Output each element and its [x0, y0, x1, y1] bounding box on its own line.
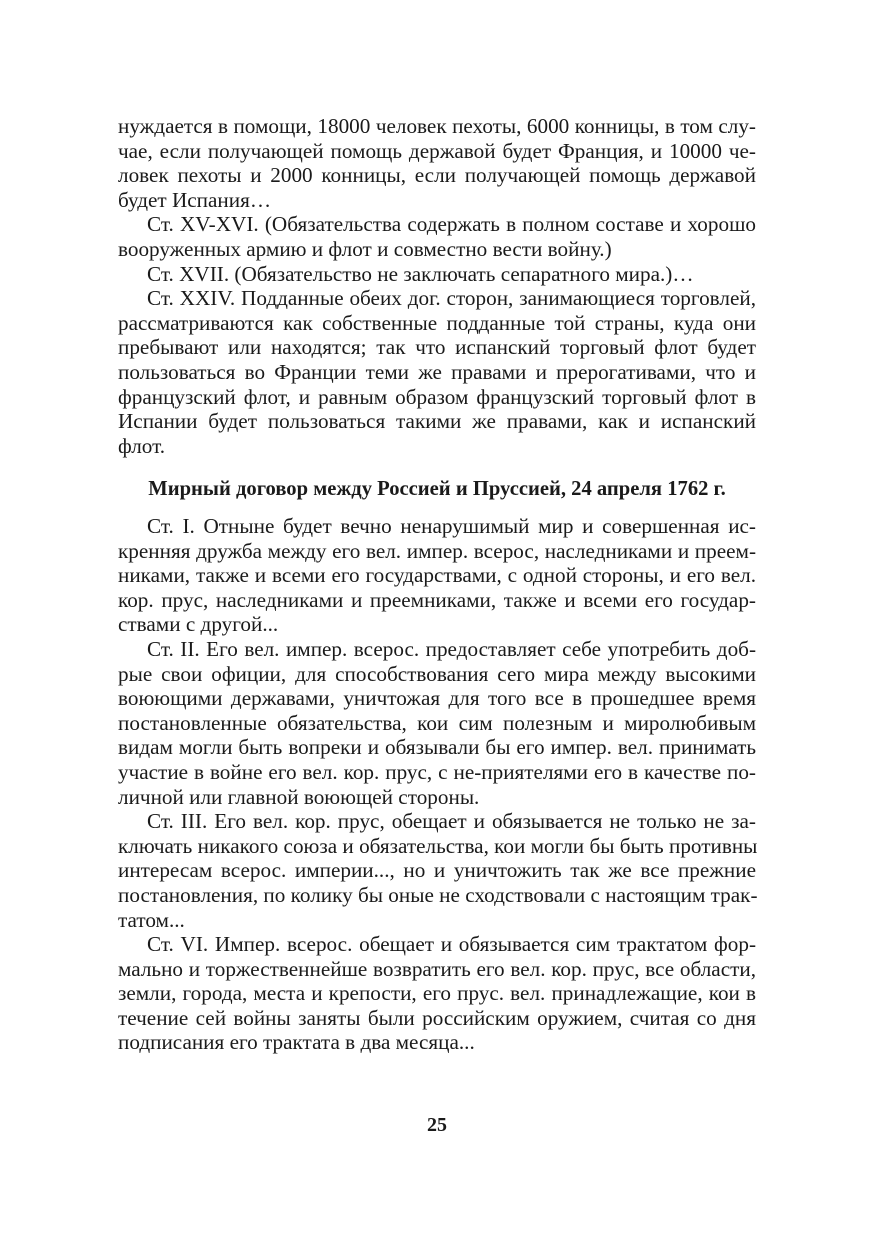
text-line: земли, города, места и крепости, его прус. вел. принадлежащие, кои в	[118, 981, 756, 1006]
text-line: мально и торжественнейше возвратить его вел. кор. прус, все области,	[118, 956, 756, 981]
text-line: Ст. III. Его вел. кор. прус, обещает и обязывается не только не за-	[147, 809, 756, 834]
text-line: флот.	[118, 433, 166, 458]
peace-treaty-text	[118, 514, 756, 1055]
text-line: французский флот, и равным образом французский торговый флот в	[118, 384, 756, 409]
text-line: Ст. XVII. (Обязательство не заключать сепаратного мира.)…	[147, 261, 694, 286]
text-line: нуждается в помощи, 18000 человек пехоты, 6000 конницы, в том слу-	[118, 114, 756, 138]
text-line: воюющими державами, уничтожая для того все в прошедшее время	[118, 686, 756, 711]
text-line: рассматриваются как собственные подданные той страны, куда они	[118, 310, 756, 335]
text-line: Ст. I. Отныне будет вечно ненарушимый мир и совершенная ис-	[147, 514, 756, 538]
text-line: кренняя дружба между его вел. импер. всерос, наследниками и преем-	[118, 538, 756, 563]
page-number: 25	[427, 1114, 447, 1136]
text-line: татом...	[118, 907, 185, 932]
treaty-continuation-text	[118, 114, 756, 458]
text-line: ловек пехоты и 2000 конницы, если получающей помощь державой	[118, 163, 756, 188]
text-line: Испании будет пользоваться такими же правами, как и испанский	[118, 409, 756, 434]
text-line: ствами с другой...	[118, 612, 279, 637]
text-line: Ст. XV-XVI. (Обязательства содержать в полном составе и хорошо	[147, 212, 756, 237]
text-line: личной или главной воюющей стороны.	[118, 784, 480, 809]
text-line: течение сей войны заняты были российским оружием, считая со дня	[118, 1005, 756, 1030]
text-line: вооруженных армию и флот и совместно вести войну.)	[118, 236, 612, 261]
text-line: пребывают или находятся; так что испанский торговый флот будет	[118, 335, 756, 360]
text-line: постановления, по колику бы оные не сходствовали с настоящим трак-	[118, 882, 758, 907]
text-line: интересам всерос. империи..., но и уничтожить так же все прежние	[118, 858, 756, 883]
text-line: будет Испания…	[118, 187, 272, 212]
text-line: видам могли быть вопреки и обязывали бы его импер. вел. принимать	[118, 735, 756, 760]
text-line: постановленные обязательства, кои сим полезным и миролюбивым	[118, 710, 756, 735]
text-line: Ст. XXIV. Подданные обеих дог. сторон, занимающиеся торговлей,	[147, 286, 756, 311]
text-line: чае, если получающей помощь державой будет Франция, и 10000 че-	[118, 138, 756, 163]
text-line: ключать никакого союза и обязательства, кои могли бы быть противны	[118, 833, 758, 858]
text-line: никами, также и всеми его государствами, с одной стороны, и его вел.	[118, 563, 756, 588]
text-line: Ст. VI. Импер. всерос. обещает и обязывается сим трактатом фор-	[147, 932, 756, 957]
text-line: Ст. II. Его вел. импер. всерос. предоставляет себе употребить доб-	[147, 636, 756, 661]
text-line: участие в войне его вел. кор. прус, с не-приятелями его в качестве по-	[118, 759, 756, 784]
text-line: рые свои официи, для способствования сего мира между высокими	[118, 661, 756, 686]
text-line: пользоваться во Франции теми же правами и прерогативами, что и	[118, 359, 756, 384]
section-heading: Мирный договор между Россией и Пруссией, 24 апреля 1762 г.	[148, 478, 726, 500]
text-line: кор. прус, наследниками и преемниками, также и всеми его государ-	[118, 587, 756, 612]
text-line: подписания его трактата в два месяца...	[118, 1030, 475, 1055]
